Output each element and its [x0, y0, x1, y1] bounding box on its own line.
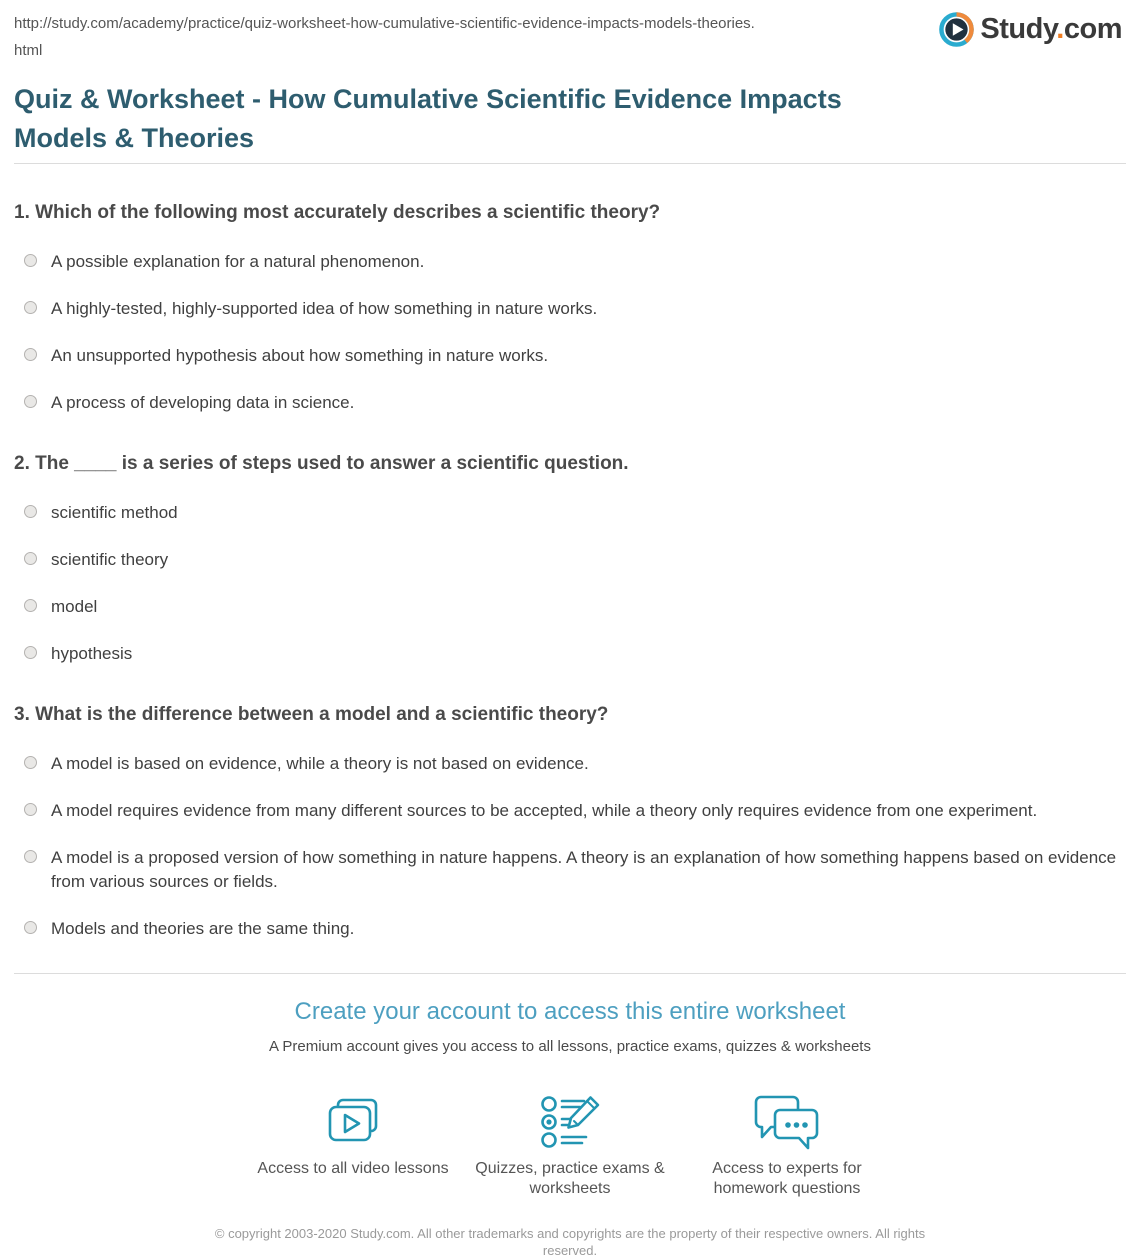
answer-option-label: A model requires evidence from many different sources to be accepted, while a theory only requires evidence from one experiment. — [51, 801, 1038, 820]
title-divider — [14, 163, 1126, 164]
answer-option-row[interactable] — [14, 595, 1126, 619]
logo-wordmark: Study.com — [980, 13, 1122, 45]
feature-video-lessons — [245, 1095, 462, 1199]
radio-button[interactable] — [24, 254, 37, 267]
question-heading: 2. The ____ is a series of steps used to answer a scientific question. — [14, 453, 629, 474]
answer-option-row[interactable] — [14, 642, 1126, 666]
radio-button[interactable] — [24, 803, 37, 816]
radio-button[interactable] — [24, 348, 37, 361]
answer-option-label: A model is a proposed version of how something in nature happens. A theory is an explanation of how something happens based on evidence from various sources or fields. — [51, 848, 1117, 891]
page-header — [0, 0, 1140, 64]
question-block-2 — [14, 453, 1126, 666]
radio-button[interactable] — [24, 756, 37, 769]
quiz-body — [14, 202, 1126, 941]
create-account-link[interactable]: Create your account to access this entire worksheet — [294, 998, 846, 1025]
answer-option-row[interactable] — [14, 391, 1126, 415]
answer-option-row[interactable] — [14, 344, 1126, 368]
answer-option-row[interactable] — [14, 297, 1126, 321]
studycom-logo[interactable] — [939, 12, 1122, 47]
feature-quizzes — [462, 1095, 679, 1199]
quiz-pencil-icon — [462, 1095, 679, 1149]
answer-option-label: scientific method — [51, 503, 178, 522]
answer-option-label: scientific theory — [51, 550, 169, 569]
answer-option-row[interactable] — [14, 799, 1126, 823]
answer-option-row[interactable] — [14, 501, 1126, 525]
radio-button[interactable] — [24, 395, 37, 408]
chat-experts-icon — [679, 1095, 896, 1149]
answer-option-label: A possible explanation for a natural phenomenon. — [51, 252, 425, 271]
question-heading: 1. Which of the following most accurately describes a scientific theory? — [14, 202, 661, 223]
answer-option-label: model — [51, 597, 98, 616]
question-block-3 — [14, 704, 1126, 941]
radio-button[interactable] — [24, 301, 37, 314]
feature-label: Access to all video lessons — [257, 1160, 449, 1177]
page-url: http://study.com/academy/practice/quiz-worksheet-how-cumulative-scientific-evidence-impacts-models-theories.html — [14, 15, 755, 59]
question-block-1 — [14, 202, 1126, 415]
feature-label: Quizzes, practice exams & worksheets — [475, 1160, 665, 1197]
section-divider — [14, 973, 1126, 974]
radio-button[interactable] — [24, 599, 37, 612]
answer-option-row[interactable] — [14, 548, 1126, 572]
question-heading: 3. What is the difference between a model and a scientific theory? — [14, 704, 609, 725]
radio-button[interactable] — [24, 505, 37, 518]
answer-option-label: Models and theories are the same thing. — [51, 919, 355, 938]
radio-button[interactable] — [24, 850, 37, 863]
answer-option-label: A model is based on evidence, while a theory is not based on evidence. — [51, 754, 589, 773]
create-account-section — [0, 998, 1140, 1199]
features-row — [0, 1095, 1140, 1199]
feature-label: Access to experts for homework questions — [712, 1160, 862, 1197]
feature-experts — [679, 1095, 896, 1199]
premium-subtitle: A Premium account gives you access to all lessons, practice exams, quizzes & worksheets — [269, 1038, 871, 1055]
video-lessons-icon — [245, 1095, 462, 1149]
answer-option-label: An unsupported hypothesis about how something in nature works. — [51, 346, 549, 365]
page-title: Quiz & Worksheet - How Cumulative Scientific Evidence Impacts Models & Theories — [14, 84, 842, 153]
answer-option-row[interactable] — [14, 752, 1126, 776]
radio-button[interactable] — [24, 646, 37, 659]
answer-option-row[interactable] — [14, 846, 1126, 894]
radio-button[interactable] — [24, 921, 37, 934]
answer-option-row[interactable] — [14, 917, 1126, 941]
play-circle-icon — [939, 12, 974, 47]
copyright-notice: © copyright 2003-2020 Study.com. All other trademarks and copyrights are the property of their respective owners. All rights reserved. — [214, 1226, 926, 1258]
answer-option-label: A process of developing data in science. — [51, 393, 355, 412]
answer-option-row[interactable] — [14, 250, 1126, 274]
answer-option-label: A highly-tested, highly-supported idea of how something in nature works. — [51, 299, 598, 318]
radio-button[interactable] — [24, 552, 37, 565]
answer-option-label: hypothesis — [51, 644, 133, 663]
